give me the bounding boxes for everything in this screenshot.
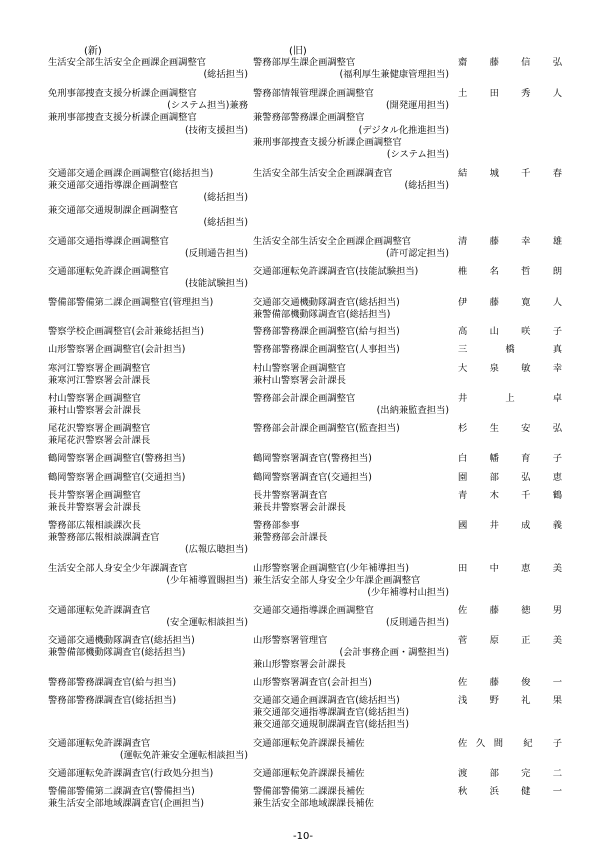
person-name-cell <box>458 363 562 375</box>
new-position <box>48 520 248 557</box>
person-name-cell <box>458 695 562 707</box>
new-position-line: 警備部警備第二課調査官(警備担当) <box>48 786 195 797</box>
person-name-cell <box>458 88 562 100</box>
new-position <box>48 88 248 137</box>
old-position-line: 兼刑事部捜査支援分析課企画調整官 <box>253 136 402 148</box>
old-position <box>253 605 449 629</box>
old-position <box>253 635 449 672</box>
old-position <box>253 326 449 338</box>
old-position <box>253 297 449 321</box>
new-position-line: 交通部交通機動隊調査官(総括担当) <box>48 635 195 646</box>
old-position-line: (少年補導村山担当) <box>367 587 449 599</box>
old-position <box>253 563 449 600</box>
new-position-line: (システム担当)兼務 <box>167 100 248 112</box>
new-position <box>48 344 248 356</box>
old-position <box>253 393 449 417</box>
old-position-line: (デジタル化推進担当) <box>358 124 449 136</box>
new-position <box>48 168 248 229</box>
person-name-cell <box>458 344 562 356</box>
new-position <box>48 635 248 659</box>
new-position <box>48 326 248 338</box>
new-position-line: 兼警備部機動隊調査官(総括担当) <box>48 647 186 659</box>
column-header-new: (新) <box>84 46 102 57</box>
new-position-line: (総括担当) <box>203 216 248 228</box>
person-name: 大 泉 敏 幸 <box>458 363 562 374</box>
new-position-line: (反則通告担当) <box>184 248 248 260</box>
new-position <box>48 297 248 309</box>
new-position-line: (安全運転相談担当) <box>166 617 248 629</box>
new-position-line: 交通部運転免許課調査官 <box>48 738 151 749</box>
new-position-line: 警務部広報相談課次長 <box>48 520 141 531</box>
new-position-line: 兼村山警察署会計課長 <box>48 405 141 417</box>
new-position-line: 兼警務部広報相談課調査官 <box>48 532 160 544</box>
person-name-cell <box>458 786 562 798</box>
old-position <box>253 520 449 544</box>
new-position-line: 警務部警務課調査官(給与担当) <box>48 677 177 688</box>
old-position-line: 兼山形警察署会計課長 <box>253 659 346 671</box>
old-position-line: (開発運用担当) <box>385 100 449 112</box>
old-position-line: 警務部参事 <box>253 520 300 531</box>
old-position-line: 村山警察署企画調整官 <box>253 363 346 374</box>
new-position <box>48 423 248 447</box>
person-name: 國 井 成 義 <box>458 520 562 531</box>
new-position-line: 尾花沢警察署企画調整官 <box>48 423 151 434</box>
new-position-line: 生活安全部人身安全少年課調査官 <box>48 563 188 574</box>
person-name: 菅 原 正 美 <box>458 635 562 646</box>
new-position <box>48 490 248 514</box>
old-position-line: 警務部警務課企画調整官(給与担当) <box>253 326 400 337</box>
person-name-cell <box>458 563 562 575</box>
old-position <box>253 88 449 161</box>
old-position-line: (許可認定担当) <box>385 248 449 260</box>
old-position-line: 長井警察署調査官 <box>253 490 328 501</box>
person-name: 青 木 千 鶴 <box>458 490 562 501</box>
old-position-line: 兼長井警察署会計課長 <box>253 502 346 514</box>
person-name-cell <box>458 635 562 647</box>
new-position-line: 免刑事部捜査支援分析課企画調整官 <box>48 88 197 99</box>
person-name-cell <box>458 677 562 689</box>
new-position-line: 兼寒河江警察署会計課長 <box>48 375 151 387</box>
old-position-line: (総括担当) <box>404 180 449 192</box>
old-position-line: 警務部情報管理課企画調整官 <box>253 88 374 99</box>
new-position-line: 鶴岡警察署企画調整官(交通担当) <box>48 472 186 483</box>
person-name-cell <box>458 605 562 617</box>
new-position-line: (運転免許兼安全運転相談担当) <box>119 750 248 762</box>
person-name-cell <box>458 393 562 405</box>
new-position-line: (技術支援担当) <box>184 124 248 136</box>
person-name: 伊 藤 寛 人 <box>458 297 562 308</box>
old-position <box>253 677 449 689</box>
old-position-line: (反則通告担当) <box>385 617 449 629</box>
old-position-line: 警務部会計課企画調整官 <box>253 393 356 404</box>
new-position <box>48 768 248 780</box>
person-name: 齋 藤 信 弘 <box>458 57 562 68</box>
person-name-cell <box>458 738 562 750</box>
old-position <box>253 168 449 192</box>
old-position-line: 鶴岡警察署調査官(交通担当) <box>253 472 372 483</box>
person-name-cell <box>458 472 562 484</box>
new-position-line: (少年補導置賜担当) <box>166 575 248 587</box>
new-position-line: 長井警察署企画調整官 <box>48 490 141 501</box>
new-position <box>48 695 248 707</box>
new-position-line: 村山警察署企画調整官 <box>48 393 141 404</box>
old-position-line: (出納兼監査担当) <box>376 405 449 417</box>
old-position <box>253 695 449 732</box>
new-position-line: 兼長井警察署会計課長 <box>48 502 141 514</box>
new-position <box>48 472 248 484</box>
column-header-old: (旧) <box>289 46 307 57</box>
new-position <box>48 453 248 465</box>
person-name-cell <box>458 520 562 532</box>
person-name: 三 橋 真 <box>458 344 562 355</box>
old-position-line: 交通部運転免許課課長補佐 <box>253 738 365 749</box>
new-position-line: 山形警察署企画調整官(会計担当) <box>48 344 186 355</box>
new-position-line: (広報広聴担当) <box>184 544 248 556</box>
person-name-cell <box>458 423 562 435</box>
page-number: -10- <box>293 831 313 842</box>
new-position-line: (総括担当) <box>203 69 248 81</box>
person-name: 佐久間 紀 子 <box>458 738 562 749</box>
person-name-cell <box>458 297 562 309</box>
new-position-line: 兼刑事部捜査支援分析課企画調整官 <box>48 112 197 124</box>
person-name: 椎 名 哲 朗 <box>458 266 562 277</box>
person-name-cell <box>458 168 562 180</box>
person-name: 結 城 千 春 <box>458 168 562 179</box>
old-position-line: 交通部運転免許課課長補佐 <box>253 768 365 779</box>
old-position-line: 兼村山警察署会計課長 <box>253 375 346 387</box>
old-position <box>253 423 449 435</box>
person-name: 高 山 咲 子 <box>458 326 562 337</box>
old-position-line: (システム担当) <box>386 148 449 160</box>
new-position-line: 交通部交通企画課企画調整官(総括担当) <box>48 168 214 179</box>
old-position-line: 兼生活安全部人身安全少年課企画調整官 <box>253 575 421 587</box>
old-position <box>253 490 449 514</box>
person-name: 秋 浜 健 一 <box>458 786 562 797</box>
new-position-line: 交通部運転免許課調査官(行政処分担当) <box>48 768 214 779</box>
old-position-line: 山形警察署管理官 <box>253 635 328 646</box>
old-position <box>253 738 449 750</box>
person-name-cell <box>458 453 562 465</box>
old-position <box>253 768 449 780</box>
old-position <box>253 266 449 278</box>
new-position <box>48 393 248 417</box>
new-position <box>48 738 248 762</box>
person-name-cell <box>458 266 562 278</box>
person-name: 白 幡 育 子 <box>458 453 562 464</box>
new-position-line: 寒河江警察署企画調整官 <box>48 363 151 374</box>
new-position <box>48 786 248 810</box>
old-position-line: 山形警察署調査官(会計担当) <box>253 677 372 688</box>
new-position-line: 警務部警務課調査官(総括担当) <box>48 695 177 706</box>
new-position-line: 鶴岡警察署企画調整官(警務担当) <box>48 453 186 464</box>
old-position-line: 山形警察署企画調整官(少年補導担当) <box>253 563 410 574</box>
new-position <box>48 605 248 629</box>
old-position-line: 生活安全部生活安全企画課企画調整官 <box>253 236 412 247</box>
person-name: 田 中 恵 美 <box>458 563 562 574</box>
person-name: 杉 生 安 弘 <box>458 423 562 434</box>
person-name-cell <box>458 57 562 69</box>
new-position <box>48 563 248 587</box>
old-position <box>253 363 449 387</box>
new-position <box>48 677 248 689</box>
new-position <box>48 57 248 81</box>
new-position-line: 兼尾花沢警察署会計課長 <box>48 435 151 447</box>
new-position-line: 兼交通部交通規制課企画調整官 <box>48 204 179 216</box>
old-position-line: 警務部警務課企画調整官(人事担当) <box>253 344 400 355</box>
new-position-line: 交通部運転免許課調査官 <box>48 605 151 616</box>
old-position-line: 兼警務部会計課長 <box>253 532 328 544</box>
old-position-line: 兼警備部機動隊調査官(総括担当) <box>253 309 391 321</box>
old-position-line: 交通部交通機動隊調査官(総括担当) <box>253 297 400 308</box>
new-position <box>48 266 248 290</box>
person-name-cell <box>458 326 562 338</box>
old-position-line: 兼交通部交通指導課調査官(総括担当) <box>253 707 410 719</box>
new-position-line: 交通部交通指導課企画調整官 <box>48 236 169 247</box>
old-position-line: 交通部交通指導課企画調整官 <box>253 605 374 616</box>
new-position-line: 兼生活安全部地域課調査官(企画担当) <box>48 798 205 810</box>
old-position-line: (福利厚生兼健康管理担当) <box>339 69 449 81</box>
old-position-line: 兼生活安全部地域課課長補佐 <box>253 798 374 810</box>
person-name: 浅 野 礼 果 <box>458 695 562 706</box>
new-position-line: 警察学校企画調整官(会計兼総括担当) <box>48 326 205 337</box>
old-position-line: 兼警務部警務課企画調整官 <box>253 112 365 124</box>
old-position-line: 鶴岡警察署調査官(警務担当) <box>253 453 372 464</box>
old-position <box>253 472 449 484</box>
new-position-line: 交通部運転免許課企画調整官 <box>48 266 169 277</box>
old-position-line: 警備部警備第二課課長補佐 <box>253 786 365 797</box>
new-position-line: 生活安全部生活安全企画課企画調整官 <box>48 57 207 68</box>
old-position <box>253 786 449 810</box>
person-name: 井 上 卓 <box>458 393 562 404</box>
old-position <box>253 236 449 260</box>
person-name: 園 部 弘 恵 <box>458 472 562 483</box>
new-position <box>48 363 248 387</box>
old-position-line: 交通部交通企画課調査官(総括担当) <box>253 695 400 706</box>
person-name-cell <box>458 768 562 780</box>
old-position-line: 警務部厚生課企画調整官 <box>253 57 356 68</box>
person-name: 土 田 秀 人 <box>458 88 562 99</box>
person-name: 清 藤 幸 雄 <box>458 236 562 247</box>
person-name: 佐 藤 俊 一 <box>458 677 562 688</box>
person-name: 渡 部 完 二 <box>458 768 562 779</box>
old-position <box>253 344 449 356</box>
new-position <box>48 236 248 260</box>
new-position-line: (総括担当) <box>203 192 248 204</box>
old-position-line: (会計事務企画・調整担当) <box>339 647 449 659</box>
old-position-line: 警務部会計課企画調整官(監査担当) <box>253 423 400 434</box>
old-position <box>253 57 449 81</box>
old-position <box>253 453 449 465</box>
person-name-cell <box>458 490 562 502</box>
person-name: 佐 藤 徳 男 <box>458 605 562 616</box>
person-name-cell <box>458 236 562 248</box>
old-position-line: 兼交通部交通規制課調査官(総括担当) <box>253 719 410 731</box>
new-position-line: 兼交通部交通指導課企画調整官 <box>48 180 179 192</box>
old-position-line: 交通部運転免許課調査官(技能試験担当) <box>253 266 419 277</box>
new-position-line: (技能試験担当) <box>184 278 248 290</box>
old-position-line: 生活安全部生活安全企画課調査官 <box>253 168 393 179</box>
new-position-line: 警備部警備第二課企画調整官(管理担当) <box>48 297 214 308</box>
